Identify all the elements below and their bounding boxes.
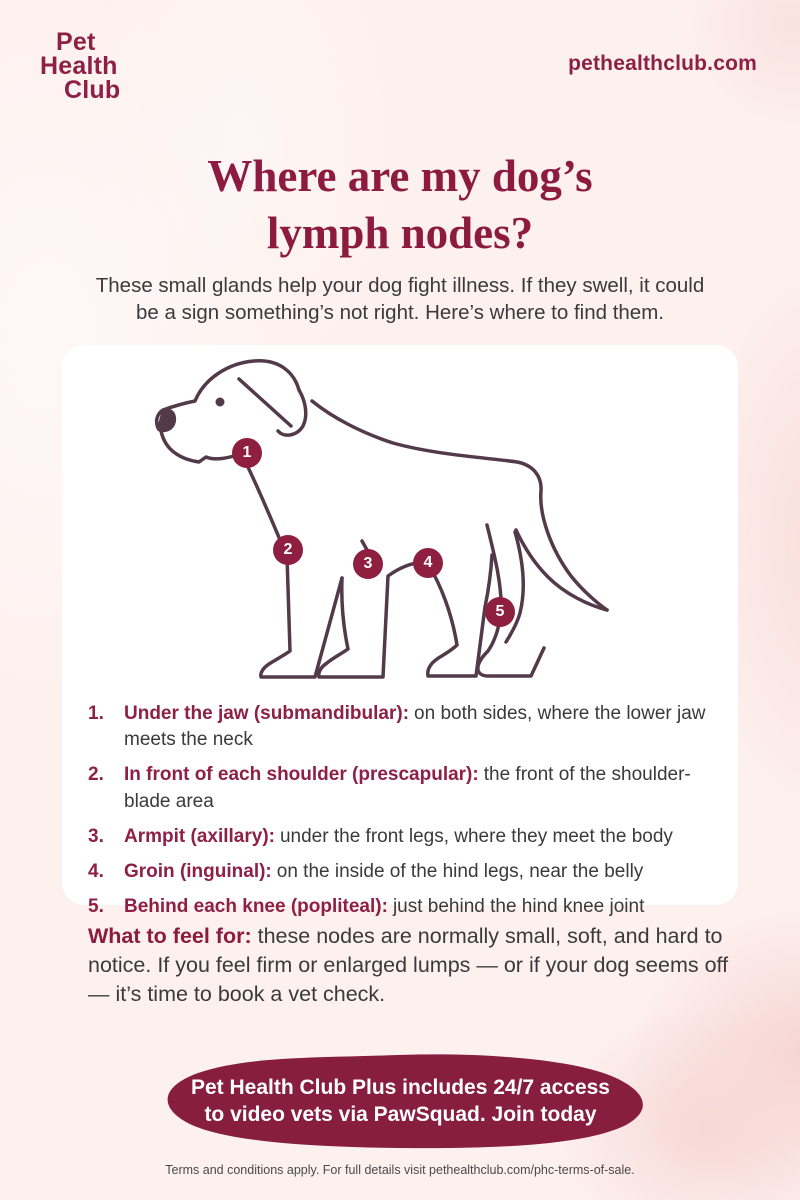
website-url: pethealthclub.com xyxy=(568,52,757,75)
note-lead: What to feel for: xyxy=(88,924,252,948)
list-item-lead: Behind each knee (popliteal): xyxy=(124,896,388,918)
lymph-node-list xyxy=(62,695,738,921)
marker-number: 2 xyxy=(283,541,293,558)
list-item-text: just behind the hind knee joint xyxy=(392,896,645,918)
marker-number: 4 xyxy=(423,554,433,571)
intro-line-1: These small glands help your dog fight illness. If they swell, it could xyxy=(95,274,705,297)
pet-health-club-logo xyxy=(40,30,120,102)
list-item xyxy=(88,894,712,920)
list-item-text: under the front legs, where they meet the body xyxy=(279,825,673,847)
list-item xyxy=(88,762,712,814)
intro-text xyxy=(0,272,800,327)
list-item-body xyxy=(124,762,712,814)
list-item-body xyxy=(124,859,712,885)
list-item-number: 2. xyxy=(88,764,104,786)
list-item-lead: In front of each shoulder (prescapular): xyxy=(124,764,479,786)
dog-eye xyxy=(216,398,225,407)
list-item-body xyxy=(124,894,712,920)
lymph-node-marker-3 xyxy=(353,549,383,579)
banner-line-2: to video vets via PawSquad. Join today xyxy=(204,1103,597,1126)
dog-lymph-node-diagram xyxy=(62,345,738,695)
banner-text xyxy=(148,1052,653,1150)
banner-line-1: Pet Health Club Plus includes 24/7 access xyxy=(190,1075,610,1099)
marker-number: 1 xyxy=(242,444,252,461)
list-item xyxy=(88,824,712,850)
dog-outline-illustration xyxy=(62,345,738,695)
list-item-lead: Groin (inguinal): xyxy=(124,861,272,883)
lymph-node-marker-4 xyxy=(413,548,443,578)
list-item xyxy=(88,701,712,753)
list-item-body xyxy=(124,701,712,753)
marker-number: 3 xyxy=(363,555,373,572)
lymph-node-marker-1 xyxy=(232,438,262,468)
logo-line: Club xyxy=(64,76,121,104)
list-item xyxy=(88,859,712,885)
list-item-number: 4. xyxy=(88,861,104,883)
terms-footer: Terms and conditions apply. For full details visit pethealthclub.com/phc-terms-of-sale. xyxy=(165,1163,635,1177)
page-title xyxy=(0,148,800,261)
pet-health-club-plus-banner xyxy=(148,1052,653,1150)
list-item-number: 5. xyxy=(88,896,104,918)
logo-line: Pet xyxy=(56,28,96,56)
what-to-feel-for-note xyxy=(88,922,736,1010)
list-item-lead: Armpit (axillary): xyxy=(124,825,275,847)
list-item-body xyxy=(124,824,712,850)
list-item-number: 3. xyxy=(88,825,104,847)
list-item-text: the front of the shoulder-blade area xyxy=(124,764,691,812)
lymph-node-marker-2 xyxy=(273,535,303,565)
lymph-node-marker-5 xyxy=(485,597,515,627)
list-item-text: on the inside of the hind legs, near the belly xyxy=(276,861,644,883)
intro-line-2: be a sign something’s not right. Here’s where to find them. xyxy=(136,301,664,325)
list-item-lead: Under the jaw (submandibular): xyxy=(124,703,410,724)
title-line-2: lymph nodes? xyxy=(266,207,534,258)
title-line-1: Where are my dog’s xyxy=(207,151,593,201)
marker-number: 5 xyxy=(495,603,505,620)
list-item-text: on both sides, where the lower jaw meets the neck xyxy=(124,703,706,751)
note-text: these nodes are normally small, soft, and hard to notice. If you feel firm or enlarged lumps — or if your dog seems off — it’s time to book a vet check. xyxy=(88,924,729,1007)
logo-line: Health xyxy=(40,52,118,80)
diagram-card xyxy=(62,345,738,918)
list-item-number: 1. xyxy=(88,703,104,724)
